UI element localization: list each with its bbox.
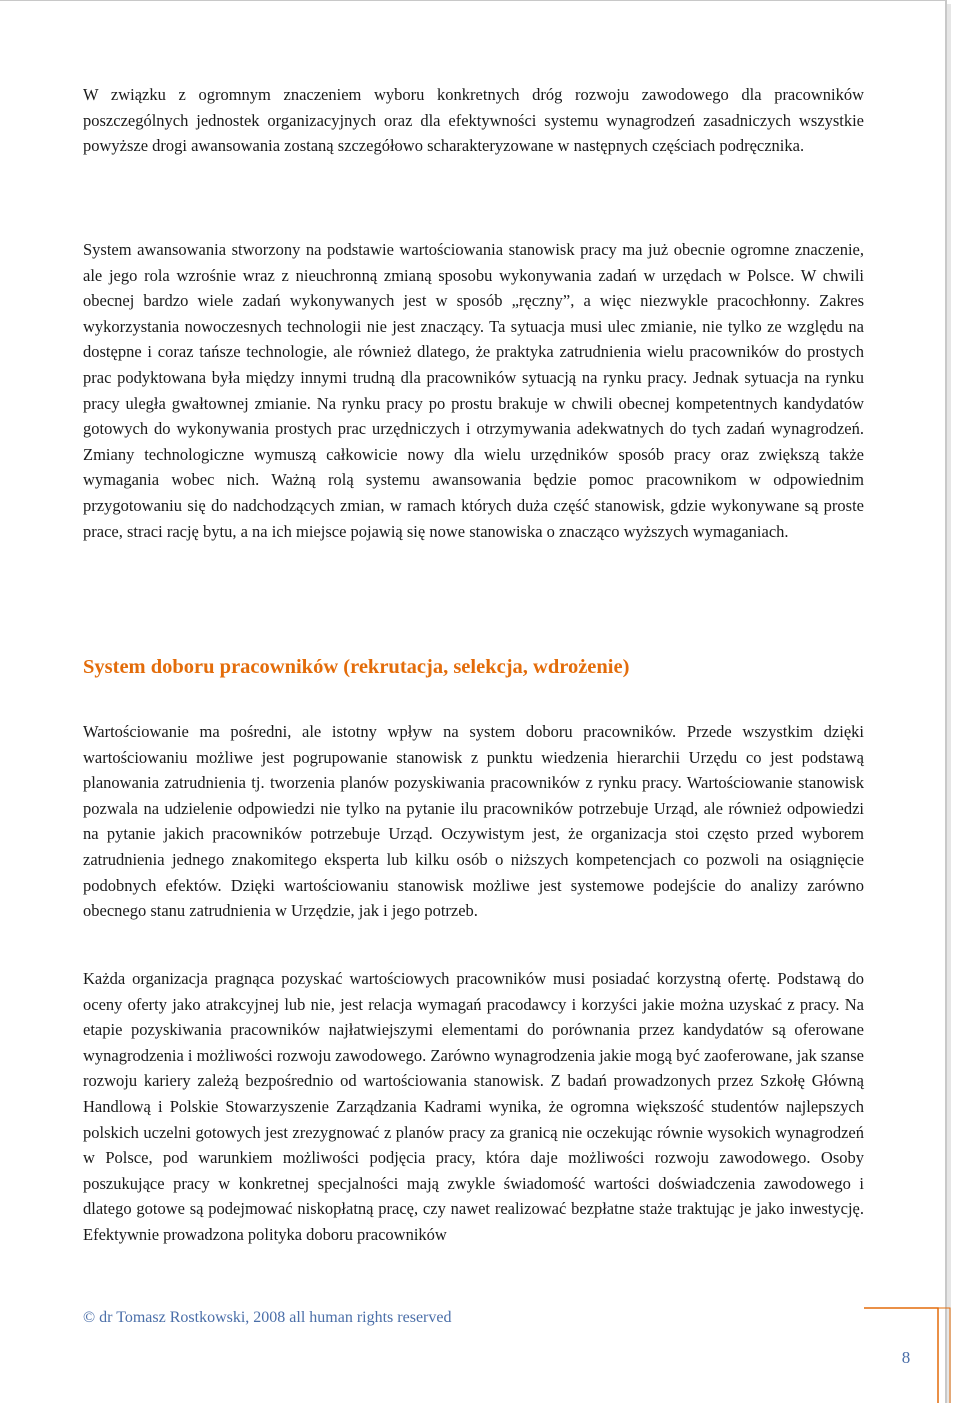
footer-copyright: © dr Tomasz Rostkowski, 2008 all human rights reserved	[83, 1309, 452, 1326]
paragraph-intro: W związku z ogromnym znaczeniem wyboru konkretnych dróg rozwoju zawodowego dla pracowników poszczególnych jednostek organizacyjnych oraz dla efektywności systemu wynagrodzeń zasadniczych wszystkie powyższe drogi awansowania zostaną szczegółowo scharakteryzowane w następnych częściach podręcznika.	[83, 85, 864, 156]
page-number: 8	[901, 1348, 911, 1367]
page-border-top	[0, 0, 946, 1]
page-number-frame-line-right	[938, 1308, 950, 1403]
paragraph-recruitment-offer: Każda organizacja pragnąca pozyskać wartościowych pracowników musi posiadać korzystną ofertę. Podstawą do oceny oferty jako atrakcyjnej lub nie, jest relacja wymagań pracodawcy i korzyści jakie można uzyskać z pracy. Na etapie pozyskiwania pracowników najłatwiejszymi elementami do porównania przez kandydatów są oferowane wynagrodzenia i możliwości rozwoju zawodowego. Zarówno wynagrodzenia jakie mogą być zaoferowane, jak szanse rozwoju kariery zależą bezpośrednio od wartościowania stanowisk. Z badań prowadzonych przez Szkołę Główną Handlową i Polskie Stowarzyszenie Zarządzania Kadrami wynika, że ogromna większość studentów najlepszych polskich uczelni gotowych jest zrezygnować z planów pracy za granicą nie oczekując równie wysokich wynagrodzeń w Polsce, pod warunkiem możliwości podjęcia pracy, która daje możliwości rozwoju zawodowego. Osoby poszukujące pracy w konkretnej specjalności mają zwykle świadomość wartości doświadczenia zawodowego i dlatego gotowe są podejmować niskopłatną pracę, czy nawet realizować bezpłatne staże traktując je jako inwestycję. Efektywnie prowadzona polityka doboru pracowników	[83, 969, 864, 1244]
paragraph-valuation: Wartościowanie ma pośredni, ale istotny wpływ na system doboru pracowników. Przede wszystkim dzięki wartościowaniu możliwe jest pogrupowanie stanowisk z punktu wiedzenia hierarchii Urzędu co jest podstawą planowania zatrudnienia tj. tworzenia planów pozyskiwania pracowników z rynku pracy. Wartościowanie stanowisk pozwala na udzielenie odpowiedzi nie tylko na pytanie ilu pracowników potrzebuje Urząd, ale również odpowiedzi na pytanie jakich pracowników potrzebuje Urząd. Oczywistym jest, że organizacja stoi często przed wyborem zatrudnienia jednego znakomitego eksperta lub kilku osób o niższych kompetencjach co pozwoli na osiągnięcie podobnych efektów. Dzięki wartościowaniu stanowisk możliwe jest systemowe podejście do analizy zarówno obecnego stanu zatrudnienia w Urzędzie, jak i jego potrzeb.	[83, 722, 864, 921]
page-shadow	[947, 4, 951, 1403]
paragraph-promotion-system: System awansowania stworzony na podstawie wartościowania stanowisk pracy ma już obecnie ogromne znaczenie, ale jego rola wzrośnie wraz z nieuchronną zmianą sposobu wykonywania zadań w urzędach w Polsce. W chwili obecnej bardzo wiele zadań wykonywanych jest w sposób „ręczny”, a więc niezwykle pracochłonny. Zakres wykorzystania nowoczesnych technologii nie jest znaczący. Ta sytuacja musi ulec zmianie, nie tylko ze względu na dostępne i coraz tańsze technologie, ale również dlatego, że praktyka zatrudnienia wielu pracowników do prostych prac podyktowana była między innymi trudną dla pracowników sytuacją na rynku pracy. Jednak sytuacja na rynku pracy uległa gwałtownej zmianie. Na rynku pracy po prostu brakuje w chwili obecnej kompetentnych kandydatów gotowych do wykonywania prostych prac urzędniczych i otrzymywania adekwatnych do tych zadań wynagrodzeń. Zmiany technologiczne wymuszą całkowicie nowy dla wielu urzędników sposób pracy oraz zwiększą także wymagania wobec nich. Ważną rolą systemu awansowania będzie pomoc pracownikom w odpowiednim przygotowaniu się do nadchodzących zmian, w ramach których duża część stanowisk, gdzie wykonywane są proste prace, straci rację bytu, a na ich miejsce pojawią się nowe stanowiska o znacząco wyższych wymaganiach.	[83, 240, 864, 541]
section-heading: System doboru pracowników (rekrutacja, selekcja, wdrożenie)	[83, 656, 630, 678]
